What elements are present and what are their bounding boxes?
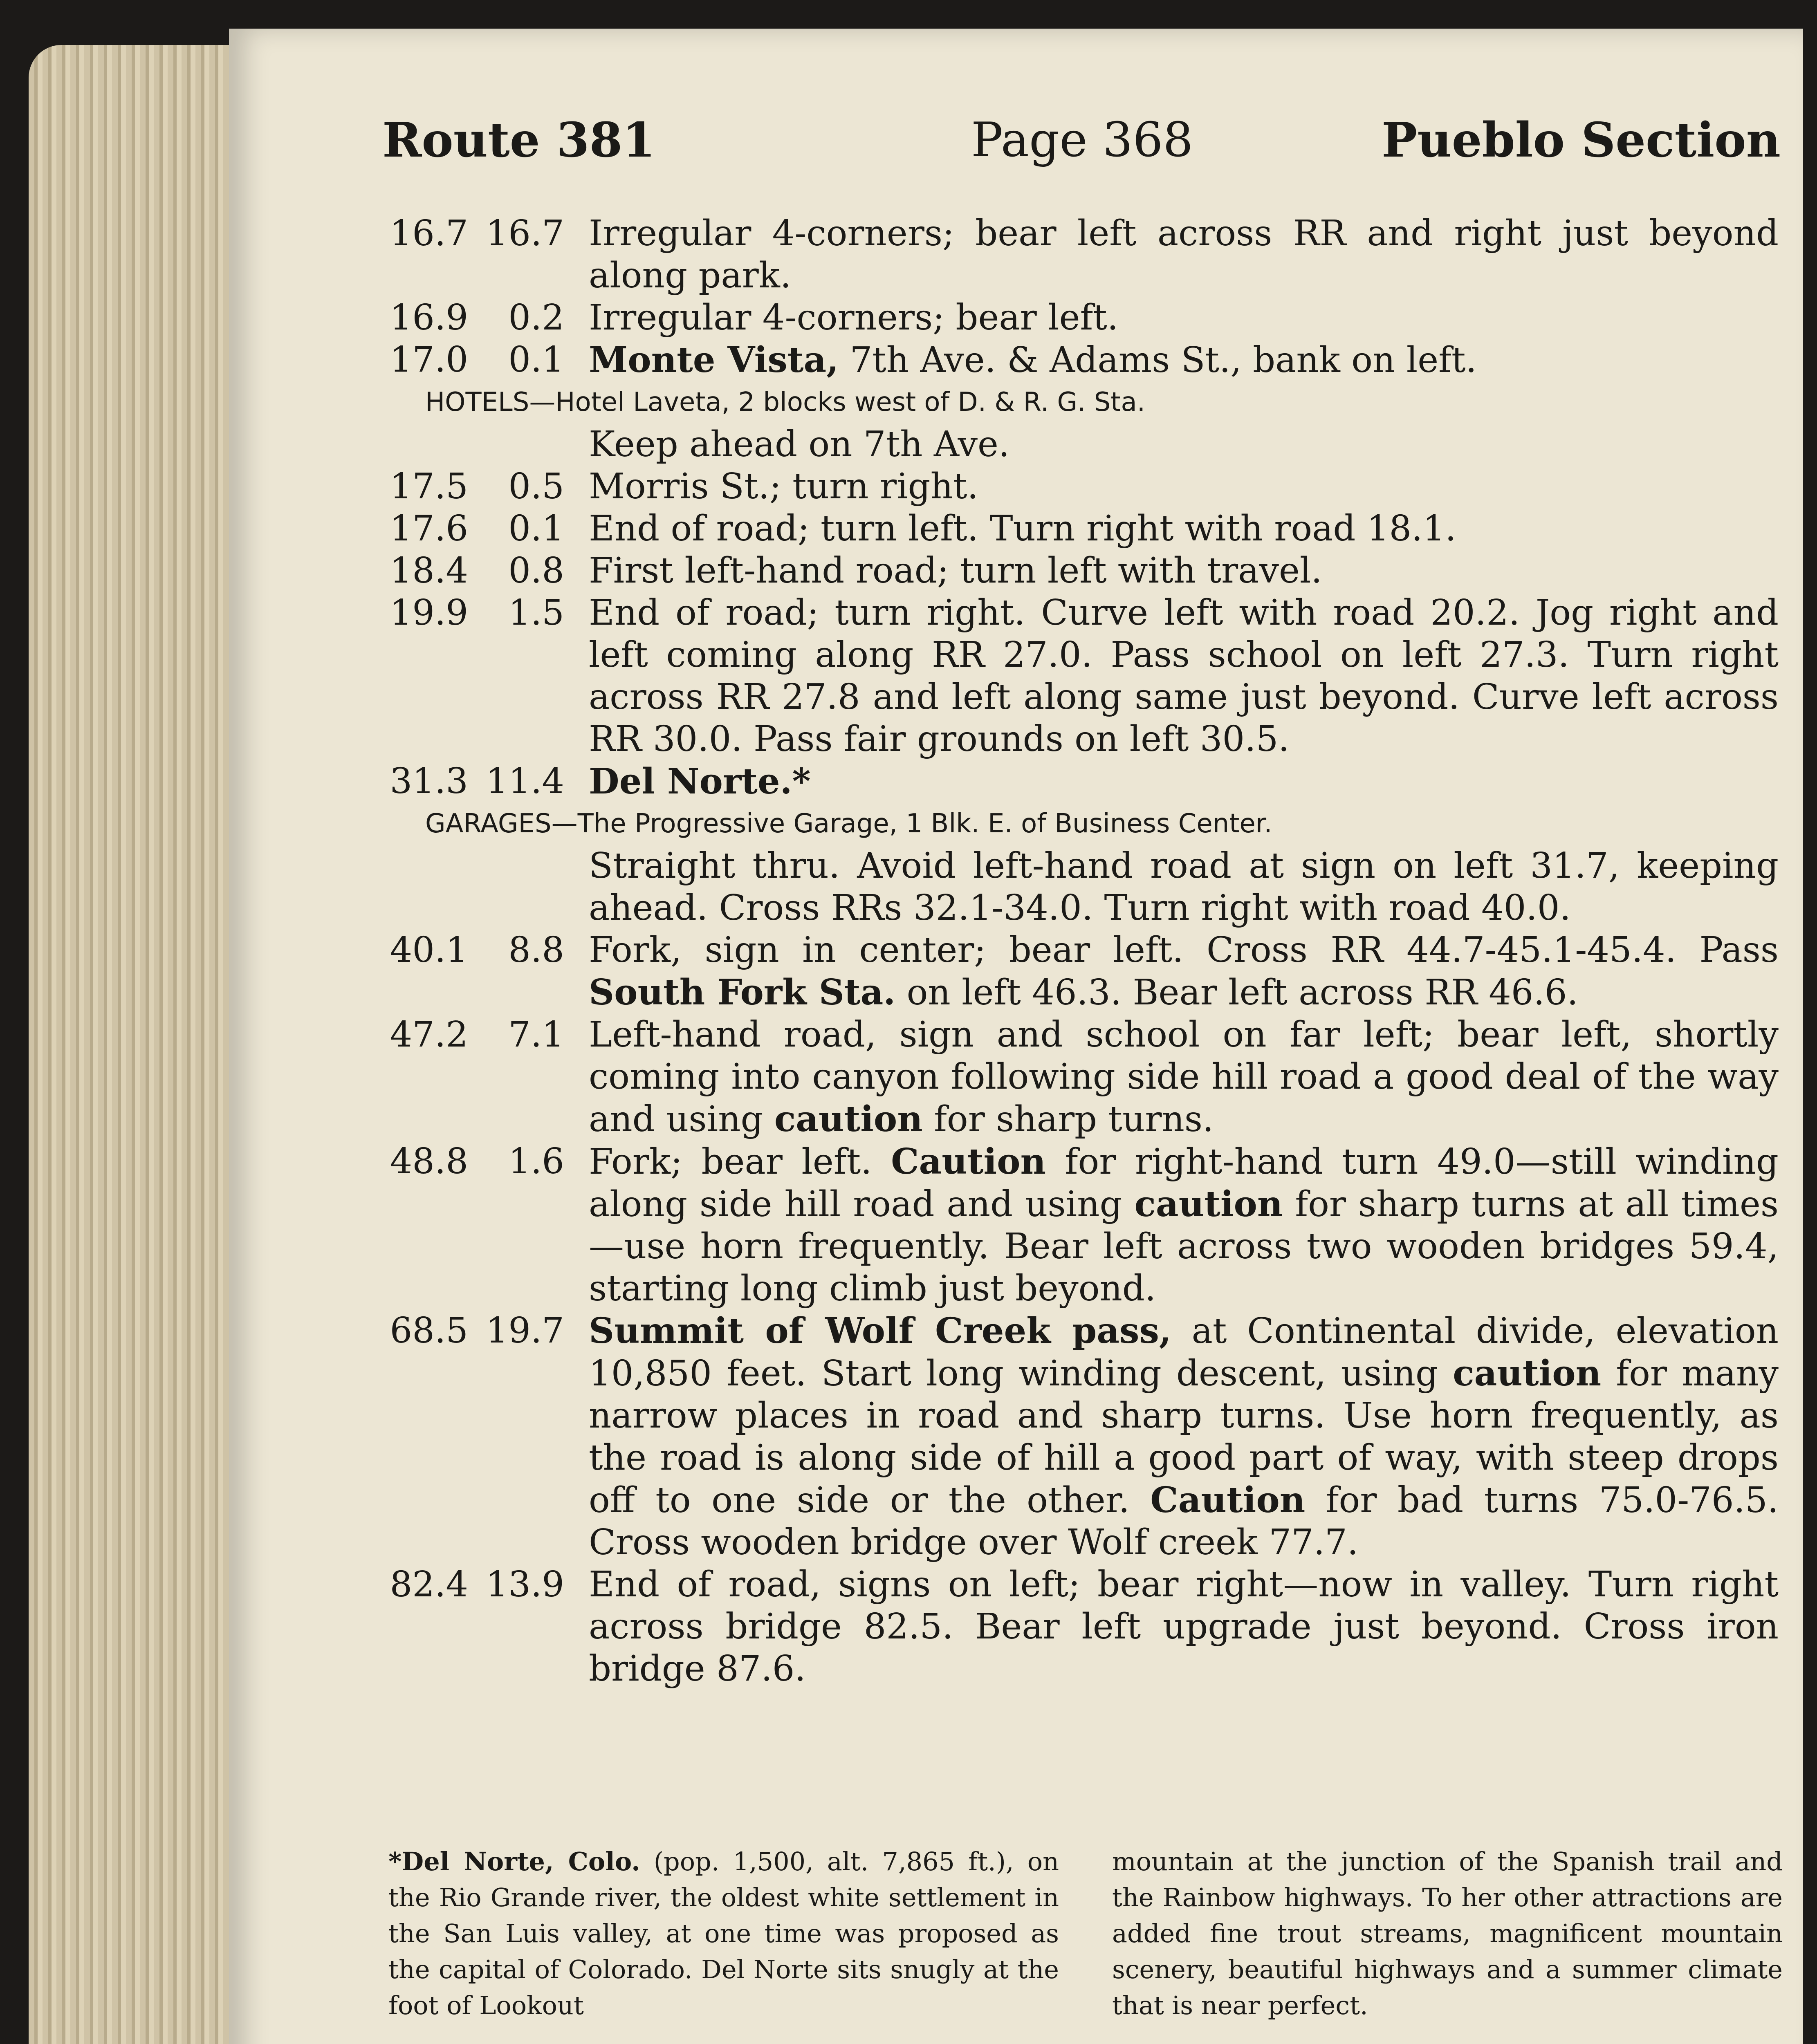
intermediate-mileage: 0.1 <box>508 508 564 549</box>
direction-emphasis: Caution <box>891 1141 1046 1182</box>
direction-text <box>589 1014 1779 1141</box>
direction-text <box>589 1141 1779 1310</box>
direction-entry <box>388 1141 1779 1310</box>
direction-entry <box>388 297 1779 339</box>
direction-text <box>589 508 1779 550</box>
direction-text <box>589 339 1779 381</box>
route-directions <box>388 213 1779 1690</box>
direction-entry <box>388 760 1779 803</box>
route-note: GARAGES—The Progressive Garage, 1 Blk. E. of Business Center. <box>425 809 1272 839</box>
direction-segment: End of road; turn left. Turn right with road 18.1. <box>589 508 1456 549</box>
direction-emphasis: Summit of Wolf Creek pass, <box>589 1310 1171 1351</box>
direction-segment: Irregular 4-corners; bear left. <box>589 297 1119 338</box>
book-page <box>229 29 1803 2044</box>
direction-text <box>589 760 1779 803</box>
direction-emphasis: caution <box>774 1098 923 1140</box>
direction-text <box>589 592 1779 760</box>
intermediate-mileage: 13.9 <box>486 1564 564 1605</box>
intermediate-mileage: 0.8 <box>508 550 564 591</box>
direction-emphasis: Monte Vista, <box>589 339 839 381</box>
direction-entry <box>388 339 1779 381</box>
direction-emphasis: caution <box>1134 1183 1283 1225</box>
footnote-col-left <box>388 1844 1059 2024</box>
direction-text <box>589 929 1779 1014</box>
direction-emphasis: South Fork Sta. <box>589 972 896 1013</box>
section-name: Pueblo Section <box>1382 112 1781 168</box>
intermediate-mileage: 1.5 <box>508 592 564 633</box>
direction-segment: for right-hand turn 49.0—still winding along side hill road and using <box>589 1141 1779 1225</box>
direction-text <box>589 550 1779 592</box>
direction-segment: Left-hand road, sign and school on far left; bear left, shortly coming into canyon following side hill road a good deal of the way and using <box>589 1014 1779 1140</box>
intermediate-mileage: 0.1 <box>508 339 564 380</box>
direction-segment: Morris St.; turn right. <box>589 466 978 507</box>
intermediate-mileage: 16.7 <box>486 213 564 254</box>
footnote-lead: *Del Norte, Colo. <box>388 1847 640 1876</box>
cumulative-mileage: 18.4 <box>390 550 468 591</box>
footnote-col-right: mountain at the junction of the Spanish trail and the Rainbow highways. To her other attractions are added fine trout streams, magnificent mountain scenery, beautiful highways and a summer climate that is near perfect. <box>1112 1847 1783 2020</box>
intermediate-mileage: 0.2 <box>508 297 564 338</box>
direction-segment: Fork; bear left. <box>589 1141 891 1182</box>
cumulative-mileage: 17.6 <box>390 508 468 549</box>
intermediate-mileage: 1.6 <box>508 1141 564 1182</box>
cumulative-mileage: 40.1 <box>390 930 468 970</box>
direction-segment: for sharp turns. <box>922 1099 1214 1140</box>
direction-segment: for bad turns 75.0-76.5. Cross wooden bridge over Wolf creek 77.7. <box>589 1480 1779 1563</box>
cumulative-mileage: 48.8 <box>390 1141 468 1182</box>
direction-text <box>589 1564 1779 1690</box>
direction-segment: on left 46.3. Bear left across RR 46.6. <box>895 972 1578 1013</box>
direction-text <box>589 1310 1779 1564</box>
cumulative-mileage: 82.4 <box>390 1564 468 1605</box>
cumulative-mileage: 19.9 <box>390 592 468 633</box>
direction-text <box>589 466 1779 508</box>
direction-emphasis: Del Norte.* <box>589 761 811 802</box>
direction-entry <box>388 929 1779 1014</box>
direction-entry <box>388 508 1779 550</box>
direction-continuation: Straight thru. Avoid left-hand road at sign on left 31.7, keeping ahead. Cross RRs 32.1-34.0. Turn right with road 40.0. <box>589 845 1779 928</box>
del-norte-footnote <box>388 1844 1783 2024</box>
direction-segment: at Continental divide, elevation 10,850 feet. Start long winding descent, using <box>589 1311 1779 1394</box>
direction-segment: End of road; turn right. Curve left with road 20.2. Jog right and left coming along RR 27.0. Pass school on left 27.3. Turn right across RR 27.8 and left along same just beyond. Curve left across RR 30.0. Pass fair grounds on left 30.5. <box>589 592 1779 760</box>
direction-segment: End of road, signs on left; bear right—now in valley. Turn right across bridge 82.5. Bear left upgrade just beyond. Cross iron bridge 87.6. <box>589 1564 1779 1689</box>
cumulative-mileage: 17.5 <box>390 466 468 507</box>
direction-entry <box>388 845 1779 929</box>
direction-text <box>589 213 1779 297</box>
direction-emphasis: Caution <box>1150 1479 1306 1521</box>
cumulative-mileage: 16.9 <box>390 297 468 338</box>
direction-segment: for sharp turns at all times—use horn frequently. Bear left across two wooden bridges 59.4, starting long climb just beyond. <box>589 1184 1779 1309</box>
intermediate-mileage: 11.4 <box>486 761 564 802</box>
direction-segment: for many narrow places in road and sharp turns. Use horn frequently, as the road is along side of hill a good part of way, with steep drops off to one side or the other. <box>589 1353 1779 1521</box>
route-note: HOTELS—Hotel Laveta, 2 blocks west of D. & R. G. Sta. <box>425 387 1146 417</box>
intermediate-mileage: 0.5 <box>508 466 564 507</box>
route-number: Route 381 <box>382 112 656 168</box>
cumulative-mileage: 68.5 <box>390 1310 468 1351</box>
cumulative-mileage: 17.0 <box>390 339 468 380</box>
direction-entry <box>388 592 1779 760</box>
direction-entry <box>388 424 1779 466</box>
direction-entry <box>388 1310 1779 1564</box>
direction-entry <box>388 550 1779 592</box>
footnote-left-text: (pop. 1,500, alt. 7,865 ft.), on the Rio Grande river, the oldest white settlement in the San Luis valley, at one time was proposed as the capital of Colorado. Del Norte sits snugly at the foot of Lookout <box>388 1847 1059 2020</box>
cumulative-mileage: 31.3 <box>390 761 468 802</box>
direction-emphasis: caution <box>1453 1353 1602 1394</box>
direction-entry <box>388 1014 1779 1141</box>
page-header <box>382 112 1781 174</box>
intermediate-mileage: 8.8 <box>508 930 564 970</box>
cumulative-mileage: 47.2 <box>390 1014 468 1055</box>
direction-continuation: Keep ahead on 7th Ave. <box>589 424 1010 465</box>
cumulative-mileage: 16.7 <box>390 213 468 254</box>
direction-entry <box>388 466 1779 508</box>
page-number: Page 368 <box>971 112 1193 168</box>
intermediate-mileage: 19.7 <box>486 1310 564 1351</box>
direction-entry <box>388 1564 1779 1690</box>
direction-segment: Irregular 4-corners; bear left across RR and right just beyond along park. <box>589 213 1779 296</box>
direction-segment: Fork, sign in center; bear left. Cross RR 44.7-45.1-45.4. Pass <box>589 930 1779 970</box>
direction-segment: First left-hand road; turn left with travel. <box>589 550 1322 591</box>
direction-segment: 7th Ave. & Adams St., bank on left. <box>839 340 1477 381</box>
intermediate-mileage: 7.1 <box>508 1014 564 1055</box>
direction-entry <box>388 213 1779 297</box>
direction-text <box>589 297 1779 339</box>
